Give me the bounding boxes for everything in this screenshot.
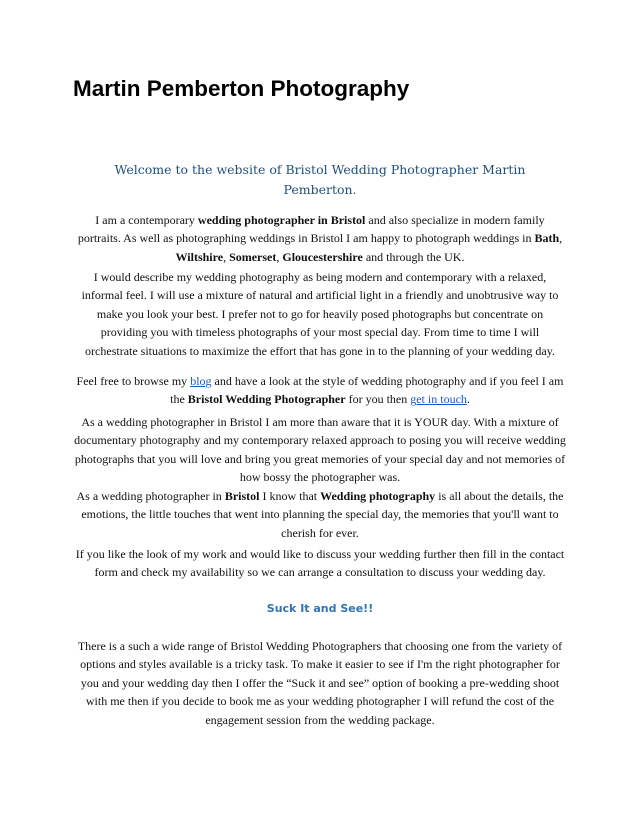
text-run: As a wedding photographer in	[76, 489, 225, 503]
bold-text: wedding photographer in Bristol	[197, 213, 366, 227]
text-run: I am a contemporary	[95, 213, 198, 227]
suck-it-and-see-heading: Suck It and See!!	[266, 602, 374, 615]
text-run: and have a look at the style of wedding photography and if you feel I am the	[170, 374, 564, 407]
text-run: ,	[223, 249, 230, 264]
text-run: ,	[276, 249, 283, 264]
text-run: and through the UK.	[362, 249, 465, 264]
bold-text: Wiltshire	[175, 249, 224, 264]
text-run: for you then	[345, 392, 411, 407]
blog-paragraph	[73, 372, 567, 409]
contact-paragraph: If you like the look of my work and would like to discuss your wedding further then fill in the contact form and check my availability so we can arrange a consultation to discuss your wedding day.	[75, 547, 565, 580]
text-run: .	[466, 392, 470, 407]
text-run: Feel free to browse my	[76, 374, 191, 388]
bold-text: Somerset	[229, 249, 277, 264]
style-paragraph: I would describe my wedding photography as being modern and contemporary with a relaxed, informal feel. I will use a mixture of natural and artificial light in a friendly and unobtrusive way to make you look your best. I prefer not to go for heavily posed photographs but concentrate on providing you with timeless photographs of your most special day. From time to time I will orchestrate situations to maximize the effort that has gone in to the planning of your wedding day.	[81, 270, 559, 358]
welcome-heading: Welcome to the website of Bristol Wedding Photographer Martin Pemberton.	[114, 162, 526, 197]
bold-text: Wedding photography	[320, 489, 436, 503]
bold-text: Bath	[534, 231, 560, 246]
text-run: and also specialize in modern family portraits. As well as photographing weddings in Bristol I am happy to photograph weddings in	[77, 213, 545, 246]
bold-text: Gloucestershire	[282, 249, 363, 264]
details-paragraph	[73, 487, 567, 542]
bold-text: Bristol Wedding Photographer	[187, 392, 346, 407]
blog-link[interactable]: blog	[190, 374, 212, 388]
text-run: I know that	[259, 489, 321, 503]
text-run: ,	[559, 231, 563, 246]
text-run: is all about the details, the emotions, the little touches that went into planning the special day, the memories that you'll want to cherish for ever.	[81, 489, 564, 540]
intro-paragraph	[73, 211, 567, 266]
your-day-paragraph: As a wedding photographer in Bristol I am more than aware that it is YOUR day. With a mixture of documentary photography and my contemporary relaxed approach to posing you will receive wedding photographs that you will love and bring you great memories of your special day and not memories of how bossy the photographer was.	[74, 415, 566, 485]
bold-text: Bristol	[224, 489, 260, 503]
suck-it-and-see-paragraph: There is a such a wide range of Bristol Wedding Photographers that choosing one from the variety of options and styles available is a tricky task. To make it easier to see if I'm the right photographer for you and your wedding day then I offer the “Suck it and see” option of booking a pre-wedding shoot with me then if you decide to book me as your wedding photographer I will refund the cost of the engagement session from the wedding package.	[77, 639, 563, 727]
get-in-touch-link[interactable]: get in touch	[410, 392, 467, 407]
page-title: Martin Pemberton Photography	[73, 76, 410, 101]
